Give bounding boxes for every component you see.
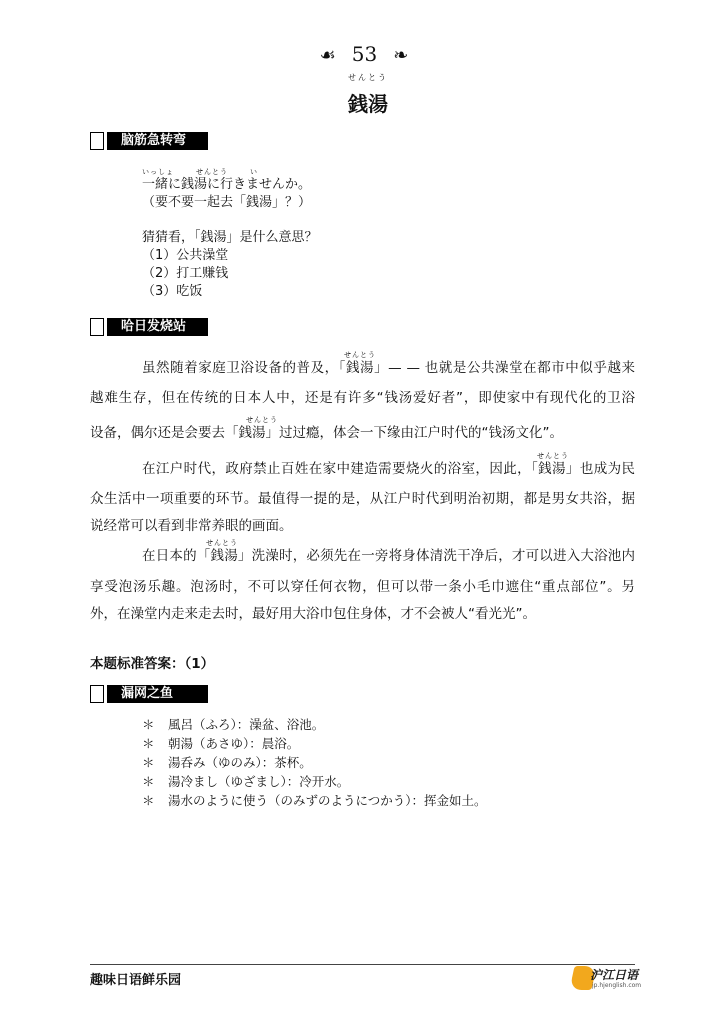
paragraph-line: 说经常可以看到非常养眼的画面。 (90, 518, 293, 534)
quiz-option: （2）打工赚钱 (142, 266, 229, 281)
section-square-icon (90, 132, 104, 150)
section-square-icon (90, 318, 104, 336)
logo-url: jp.hjenglish.com (592, 982, 642, 989)
paragraph-line: 众生活中一项重要的环节。最值得一提的是，从江户时代到明治初期，都是男女共浴，据 (90, 491, 635, 507)
paragraph-ruby: せんとう (206, 539, 238, 547)
asterisk-icon: ＊ (142, 736, 155, 751)
vocab-item (142, 755, 312, 771)
logo-name: 沪江日语 (590, 968, 639, 982)
section-header-culture (90, 317, 208, 337)
ornament-right-icon: ❧ (393, 45, 409, 66)
vocab-item (142, 793, 487, 809)
asterisk-icon: ＊ (142, 793, 155, 808)
paragraph-line: 虽然随着家庭卫浴设备的普及，「銭湯」— — 也就是公共澡堂在都市中似乎越来 (142, 360, 635, 376)
asterisk-icon: ＊ (142, 755, 155, 770)
question-ruby-3: い (250, 168, 258, 176)
asterisk-icon: ＊ (142, 717, 155, 732)
answer-text: 本题标准答案：（1） (90, 656, 215, 672)
footer-title: 趣味日语鲜乐园 (90, 973, 182, 988)
title-ruby: せんとう (348, 73, 388, 82)
quiz-option: （1）公共澡堂 (142, 248, 229, 263)
ornament-left-icon: ☙ (319, 45, 336, 66)
paragraph-line: 在日本的「銭湯」洗澡时，必须先在一旁将身体清洗干净后，才可以进入大浴池内 (142, 548, 635, 564)
question-japanese: 一緒に銭湯に行きませんか。 (142, 177, 312, 192)
vocab-text: 朝湯（あさゆ）：晨浴。 (168, 736, 300, 751)
asterisk-icon: ＊ (142, 774, 155, 789)
hujiang-logo (572, 964, 642, 994)
question-ruby-1: いっしょ (142, 168, 174, 176)
paragraph-ruby: せんとう (537, 452, 569, 460)
paragraph-ruby: せんとう (246, 416, 278, 424)
question-ruby-2: せんとう (196, 168, 228, 176)
paragraph-line: 越难生存，但在传统的日本人中，还是有许多“钱汤爱好者”，即使家中有现代化的卫浴 (90, 390, 635, 406)
footer-divider (90, 964, 635, 965)
paragraph-line: 外，在澡堂内走来走去时，最好用大浴巾包住身体，才不会被人“看光光”。 (90, 606, 536, 622)
vocab-text: 湯冷まし（ゆざまし）：冷开水。 (168, 774, 350, 789)
paragraph-line: 设备，偶尔还是会要去「銭湯」过过瘾，体会一下缘由江户时代的“钱汤文化”。 (90, 425, 563, 441)
section-label: 漏网之鱼 (107, 685, 208, 703)
question-chinese: （要不要一起去「銭湯」？） (142, 195, 312, 210)
vocab-text: 湯水のように使う（のみずのようにつかう）：挥金如土。 (168, 793, 487, 808)
quiz-prompt: 猜猜看，「銭湯」是什么意思？ (142, 230, 318, 245)
vocab-item (142, 774, 349, 790)
page-title: 銭湯 (348, 92, 388, 116)
paragraph-line: 享受泡汤乐趣。泡汤时，不可以穿任何衣物，但可以带一条小毛巾遮住“重点部位”。另 (90, 579, 635, 595)
section-label: 脑筋急转弯 (107, 132, 208, 150)
vocab-item (142, 717, 324, 733)
paragraph-ruby: せんとう (344, 351, 376, 359)
section-header-quiz (90, 131, 208, 151)
quiz-option: （3）吃饭 (142, 284, 203, 299)
vocab-text: 風呂（ふろ）：澡盆、浴池。 (168, 717, 325, 732)
vocab-item (142, 736, 299, 752)
section-label: 哈日发烧站 (107, 318, 208, 336)
page-number (0, 42, 728, 66)
section-header-vocab (90, 684, 208, 704)
vocab-text: 湯呑み（ゆのみ）：茶杯。 (168, 755, 312, 770)
section-square-icon (90, 685, 104, 703)
paragraph-line: 在江户时代，政府禁止百姓在家中建造需要烧火的浴室，因此，「銭湯」也成为民 (142, 461, 635, 477)
page-number-value: 53 (351, 42, 378, 66)
